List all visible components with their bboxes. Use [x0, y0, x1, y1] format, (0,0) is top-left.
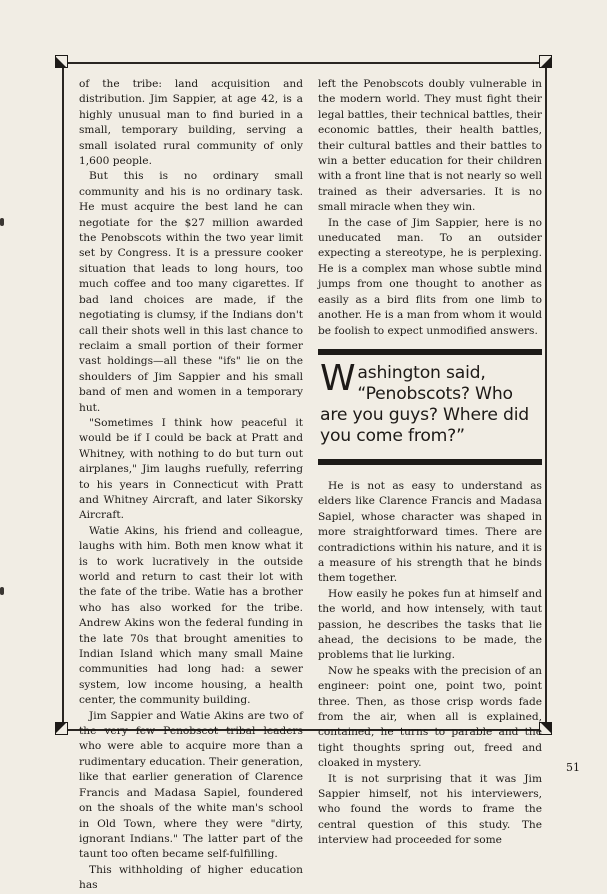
page-number: 51	[566, 761, 580, 774]
frame-right-line	[545, 66, 547, 732]
body-paragraph: left the Penobscots doubly vulnerable in the modern world. They must fight their legal battles, their technical battles, their economic battles, their health battles, their cultural battles and their battles to win a better education for their children with a front line that is not nearly so well trained as their adversaries. It is no small miracle when they win.	[318, 78, 542, 214]
pull-quote-text: ashington said, “Penobscots? Who are you guys? Where did you come from?”	[320, 362, 530, 446]
binding-mark	[0, 218, 4, 226]
body-paragraph: But this is no ordinary small community and his is no ordinary task. He must acquire the best land he can negotiate for the $27 million awarded the Penobscots within the two year limit set by Congress. It is a pressure cooker situation that leads to long hours, too much coffee and too many cigarettes. If bad land choices are made, if the negotiating is clumsy, if the Indians don't call their shots well in this last chance to reclaim a small portion of their former vast holdings—all these "ifs" lie on the shoulders of Jim Sappier and his small band of men and women in a temporary hut.	[79, 170, 303, 414]
body-paragraph: How easily he pokes fun at himself and the world, and how intensely, with taut passion, he describes the tasks that lie ahead, the decisions to be made, the problems that lie lurking.	[318, 587, 542, 662]
binding-mark	[0, 587, 4, 595]
frame-left-line	[62, 66, 64, 732]
corner-ornament-top-right	[539, 55, 552, 68]
pull-quote	[320, 357, 542, 447]
pull-quote-top-rule	[318, 349, 542, 355]
pull-quote-initial: W	[320, 357, 356, 399]
corner-ornament-bottom-left	[55, 722, 68, 735]
body-paragraph: This withholding of higher education has	[79, 863, 303, 892]
body-paragraph: of the tribe: land acquisition and distribution. Jim Sappier, at age 42, is a highly unusual man to find buried in a small, temporary building, serving a small isolated rural community of only 1,600 people.	[79, 78, 303, 168]
corner-ornament-top-left	[55, 55, 68, 68]
left-column	[79, 77, 303, 894]
body-paragraph: Jim Sappier and Watie Akins are two of the very few Penobscot tribal leaders who were able to acquire more than a rudimentary education. Their generation, like that earlier generation of Clarence Francis and Madasa Sapiel, foundered on the shoals of the white man's school in Old Town, where they were "dirty, ignorant Indians." The latter part of the taunt too often became self-fulfilling.	[79, 709, 303, 861]
body-paragraph: "Sometimes I think how peaceful it would be if I could be back at Pratt and Whitney, with nothing to do but turn out airplanes," Jim laughs ruefully, referring to his years in Connecticut with Pratt and Whitney Aircraft, and later Sikorsky Aircraft.	[79, 416, 303, 522]
body-paragraph: In the case of Jim Sappier, here is no uneducated man. To an outsider expecting a stereotype, he is perplexing. He is a complex man whose subtle mind jumps from one thought to another as easily as a bird flits from one limb to another. He is a man from whom it would be foolish to expect unmodified answers.	[318, 216, 542, 337]
right-column	[318, 77, 542, 849]
body-paragraph: It is not surprising that it was Jim Sappier himself, not his interviewers, who found the words to frame the central question of this study. The interview had proceeded for some	[318, 772, 542, 847]
body-paragraph: Watie Akins, his friend and colleague, laughs with him. Both men know what it is to work lucratively in the outside world and return to cast their lot with the fate of the tribe. Watie has a brother who has also worked for the tribe. Andrew Akins won the federal funding in the late 70s that brought amenities to Indian Island which many small Maine communities had long had: a sewer system, low income housing, a health center, the community building.	[79, 524, 303, 707]
body-paragraph: Now he speaks with the precision of an engineer: point one, point two, point three. Then, as those crisp words fade from the air, when all is explained, contained, he turns to parable and the tight thoughts spring out, freed and cloaked in mystery.	[318, 664, 542, 770]
frame-top-line	[66, 62, 544, 64]
pull-quote-bottom-rule	[318, 459, 542, 465]
body-paragraph: He is not as easy to understand as elders like Clarence Francis and Madasa Sapiel, whose character was shaped in more straightforward times. There are contradictions within his nature, and it is a measure of his strength that he binds them together.	[318, 479, 542, 585]
